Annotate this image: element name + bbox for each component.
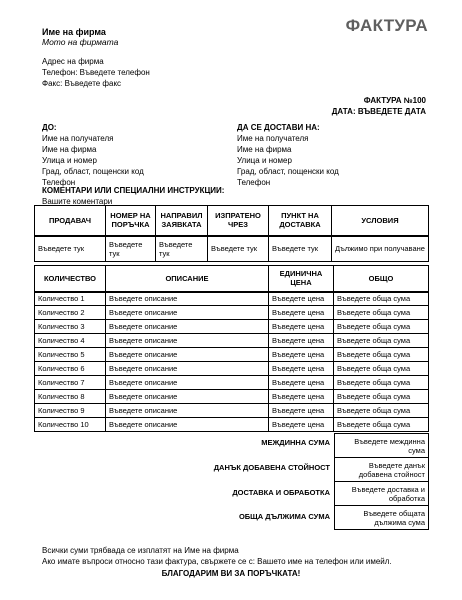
quantity-cell[interactable]: Количество 9 [35, 404, 106, 418]
header-total: ОБЩО [334, 266, 429, 292]
header-order-number: НОМЕР НА ПОРЪЧКА [106, 206, 156, 236]
unit-price-cell[interactable]: Въведете цена [269, 418, 334, 432]
totals-row [335, 482, 429, 506]
line-total-cell[interactable]: Въведете обща сума [334, 320, 429, 334]
invoice-meta [276, 95, 426, 117]
unit-price-cell[interactable]: Въведете цена [269, 348, 334, 362]
line-total-cell[interactable]: Въведете обща сума [334, 390, 429, 404]
vat-value[interactable]: Въведете данък добавена стойност [335, 458, 429, 482]
quantity-cell[interactable]: Количество 1 [35, 292, 106, 306]
invoice-date: ДАТА: ВЪВЕДЕТЕ ДАТА [331, 107, 426, 116]
vat-label: ДАНЪК ДОБАВЕНА СТОЙНОСТ [213, 463, 330, 472]
comments-text: Вашите коментари [42, 197, 113, 206]
description-cell[interactable]: Въведете описание [106, 348, 269, 362]
fob-point-value[interactable]: Въведете тук [269, 236, 332, 262]
header-seller: ПРОДАВАЧ [35, 206, 106, 236]
subtotal-value[interactable]: Въведете междинна сума [335, 434, 429, 458]
line-total-cell[interactable]: Въведете обща сума [334, 418, 429, 432]
line-total-cell[interactable]: Въведете обща сума [334, 292, 429, 306]
table-row [35, 418, 429, 432]
line-total-cell[interactable]: Въведете обща сума [334, 334, 429, 348]
totals-row [335, 458, 429, 482]
totals-row [335, 506, 429, 530]
quantity-cell[interactable]: Количество 5 [35, 348, 106, 362]
total-due-label: ОБЩА ДЪЛЖИМА СУМА [238, 512, 330, 521]
line-total-cell[interactable]: Въведете обща сума [334, 348, 429, 362]
payment-note: Всички суми трябвада се изплатят на Име на фирма [42, 546, 239, 555]
ship-to-line: Град, област, пощенски код [237, 167, 339, 176]
unit-price-cell[interactable]: Въведете цена [269, 320, 334, 334]
bill-to-block [42, 122, 144, 188]
line-total-cell[interactable]: Въведете обща сума [334, 376, 429, 390]
unit-price-cell[interactable]: Въведете цена [269, 306, 334, 320]
total-due-value[interactable]: Въведете общата дължима сума [335, 506, 429, 530]
unit-price-cell[interactable]: Въведете цена [269, 334, 334, 348]
unit-price-cell[interactable]: Въведете цена [269, 390, 334, 404]
items-header-row [35, 266, 429, 292]
totals-row [335, 434, 429, 458]
ship-to-line: Улица и номер [237, 156, 292, 165]
company-slogan: Мото на фирмата [42, 37, 119, 47]
company-contact [42, 56, 150, 89]
bill-to-line: Телефон [42, 178, 76, 187]
table-row [35, 320, 429, 334]
order-info-value-row [35, 236, 429, 262]
header-quantity: КОЛИЧЕСТВО [35, 266, 106, 292]
order-info-header-row [35, 206, 429, 236]
company-name: Име на фирма [42, 27, 106, 37]
order-info-table [34, 205, 429, 262]
unit-price-cell[interactable]: Въведете цена [269, 376, 334, 390]
terms-value[interactable]: Дължимо при получаване [332, 236, 429, 262]
shipping-label: ДОСТАВКА И ОБРАБОТКА [232, 488, 330, 497]
questions-note: Ако имате въпроси относно тази фактура, свържете се с: Вашето име на телефон или имейл. [42, 557, 392, 566]
company-fax: Факс: Въведете факс [42, 79, 122, 88]
thank-you-message: БЛАГОДАРИМ ВИ ЗА ПОРЪЧКАТА! [161, 569, 301, 578]
shipped-via-value[interactable]: Въведете тук [208, 236, 269, 262]
table-row [35, 362, 429, 376]
bill-to-line: Град, област, пощенски код [42, 167, 144, 176]
order-number-value[interactable]: Въведете тук [106, 236, 156, 262]
quantity-cell[interactable]: Количество 7 [35, 376, 106, 390]
line-total-cell[interactable]: Въведете обща сума [334, 404, 429, 418]
header-requested-by: НАПРАВИЛ ЗАЯВКАТА [156, 206, 208, 236]
header-description: ОПИСАНИЕ [106, 266, 269, 292]
description-cell[interactable]: Въведете описание [106, 292, 269, 306]
ship-to-heading: ДА СЕ ДОСТАВИ НА: [237, 123, 320, 132]
description-cell[interactable]: Въведете описание [106, 320, 269, 334]
description-cell[interactable]: Въведете описание [106, 334, 269, 348]
ship-to-line: Телефон [237, 178, 271, 187]
line-total-cell[interactable]: Въведете обща сума [334, 306, 429, 320]
company-address: Адрес на фирма [42, 57, 104, 66]
seller-value[interactable]: Въведете тук [35, 236, 106, 262]
invoice-title: ФАКТУРА [345, 16, 428, 35]
totals-table [334, 433, 429, 530]
unit-price-cell[interactable]: Въведете цена [269, 404, 334, 418]
quantity-cell[interactable]: Количество 6 [35, 362, 106, 376]
table-row [35, 334, 429, 348]
table-row [35, 348, 429, 362]
table-row [35, 292, 429, 306]
table-row [35, 390, 429, 404]
description-cell[interactable]: Въведете описание [106, 362, 269, 376]
description-cell[interactable]: Въведете описание [106, 404, 269, 418]
header-unit-price: ЕДИНИЧНА ЦЕНА [269, 266, 334, 292]
bill-to-line: Име на фирма [42, 145, 97, 154]
quantity-cell[interactable]: Количество 4 [35, 334, 106, 348]
description-cell[interactable]: Въведете описание [106, 390, 269, 404]
table-row [35, 306, 429, 320]
quantity-cell[interactable]: Количество 3 [35, 320, 106, 334]
quantity-cell[interactable]: Количество 8 [35, 390, 106, 404]
header-fob-point: ПУНКТ НА ДОСТАВКА [269, 206, 332, 236]
ship-to-line: Име на фирма [237, 145, 292, 154]
comments-heading: КОМЕНТАРИ ИЛИ СПЕЦИАЛНИ ИНСТРУКЦИИ: [42, 186, 225, 195]
unit-price-cell[interactable]: Въведете цена [269, 292, 334, 306]
header-terms: УСЛОВИЯ [332, 206, 429, 236]
requested-by-value[interactable]: Въведете тук [156, 236, 208, 262]
invoice-number: ФАКТУРА №100 [363, 96, 426, 105]
ship-to-block [237, 122, 339, 188]
ship-to-line: Име на получателя [237, 134, 309, 143]
description-cell[interactable]: Въведете описание [106, 376, 269, 390]
bill-to-line: Име на получателя [42, 134, 114, 143]
subtotal-label: МЕЖДИННА СУМА [261, 438, 330, 447]
quantity-cell[interactable]: Количество 10 [35, 418, 106, 432]
bill-to-heading: ДО: [42, 123, 57, 132]
unit-price-cell[interactable]: Въведете цена [269, 362, 334, 376]
shipping-value[interactable]: Въведете доставка и обработка [335, 482, 429, 506]
table-row [35, 376, 429, 390]
line-total-cell[interactable]: Въведете обща сума [334, 362, 429, 376]
company-phone: Телефон: Въведете телефон [42, 68, 150, 77]
description-cell[interactable]: Въведете описание [106, 418, 269, 432]
header-shipped-via: ИЗПРАТЕНО ЧРЕЗ [208, 206, 269, 236]
table-row [35, 404, 429, 418]
description-cell[interactable]: Въведете описание [106, 306, 269, 320]
quantity-cell[interactable]: Количество 2 [35, 306, 106, 320]
items-table [34, 265, 429, 432]
bill-to-line: Улица и номер [42, 156, 97, 165]
